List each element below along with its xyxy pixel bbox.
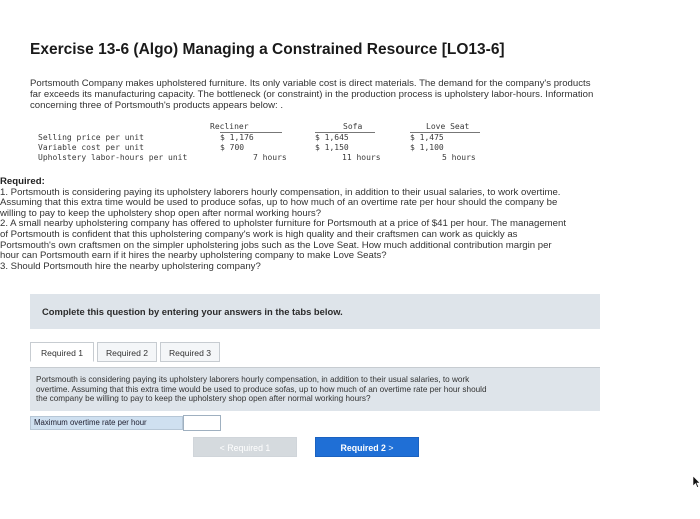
exercise-title: Exercise 13-6 (Algo) Managing a Constrained Resource [LO13-6] [30,41,505,58]
instructions-text: Complete this question by entering your answers in the tabs below. [42,306,343,317]
cell-value: $ 1,176 [220,133,254,142]
mouse-pointer-icon [693,476,700,488]
cell-value: $ 1,150 [315,143,349,152]
cell-value: $ 700 [220,143,245,152]
tab-required-1[interactable]: Required 1 [30,342,94,362]
answer-panel-prompt [30,367,600,411]
row-label-labor-hours: Upholstery labor-hours per unit [38,153,188,162]
products-table [30,122,486,166]
tab-required-3[interactable]: Required 3 [160,342,220,362]
column-header-love-seat: Love Seat [426,122,470,131]
required-line: of Portsmouth is confident that this upholstering company's work is high quality and their craftsmen can work as quickly as [0,228,518,240]
prompt-line: overtime. Assuming that this extra time would be used to produce sofas, up to how much of an overtime rate per hour should [36,384,487,394]
next-button-label: Required 2 [340,443,386,453]
prompt-line: Portsmouth is considering paying its upholstery laborers hourly compensation, in addition to their usual salaries, to work [36,375,470,384]
row-label-selling-price: Selling price per unit [38,133,144,142]
cell-value: $ 1,100 [410,143,444,152]
instructions-banner [30,294,600,329]
required-line: 3. Should Portsmouth hire the nearby upholstering company? [0,260,261,272]
cell-value: 11 hours [342,153,381,162]
prompt-line: the company be willing to pay to keep the upholstery shop open after normal working hours? [36,394,371,404]
cell-value: $ 1,475 [410,133,444,142]
intro-line: concerning three of Portsmouth's products appears below: . [30,100,284,111]
row-label-variable-cost: Variable cost per unit [38,143,144,152]
required-line: 2. A small nearby upholstering company has offered to upholster furniture for Portsmouth at a price of $41 per hour. The management [0,218,567,230]
cell-value: 5 hours [442,153,476,162]
tab-required-2[interactable]: Required 2 [97,342,157,362]
max-overtime-rate-label: Maximum overtime rate per hour [30,416,183,430]
required-heading: Required: [0,176,45,187]
chevron-right-icon: > [388,443,394,453]
chevron-left-icon: < [219,443,225,453]
column-header-sofa: Sofa [343,122,363,131]
previous-required-button[interactable] [193,437,297,457]
required-line: 1. Portsmouth is considering paying its upholstery laborers hourly compensation, in addition to their usual salaries, to work overtime. [0,186,561,198]
previous-button-label: Required 1 [227,443,271,453]
intro-paragraph [30,78,655,111]
required-line: willing to pay to keep the upholstery shop open after normal working hours? [0,207,322,219]
required-line: Portsmouth's own craftsmen on the simpler upholstering jobs such as the Love Seat. How much additional contribution margin per [0,239,552,251]
next-required-button[interactable] [315,437,419,457]
max-overtime-rate-input[interactable] [183,415,221,431]
cell-value: 7 hours [253,153,287,162]
required-section [0,177,680,272]
column-header-recliner: Recliner [210,122,249,131]
intro-line: Portsmouth Company makes upholstered furniture. Its only variable cost is direct materials. The demand for the company's products [30,78,591,89]
required-line: hour can Portsmouth earn if it hires the nearby upholstering company to make Love Seats? [0,250,387,262]
required-line: Assuming that this extra time would be used to produce sofas, up to how much of an overtime rate per hour should the company be [0,197,558,209]
intro-line: far exceeds its manufacturing capacity. The bottleneck (or constraint) in the production process is upholstery labor-hours. Information [30,89,594,100]
cell-value: $ 1,645 [315,133,349,142]
